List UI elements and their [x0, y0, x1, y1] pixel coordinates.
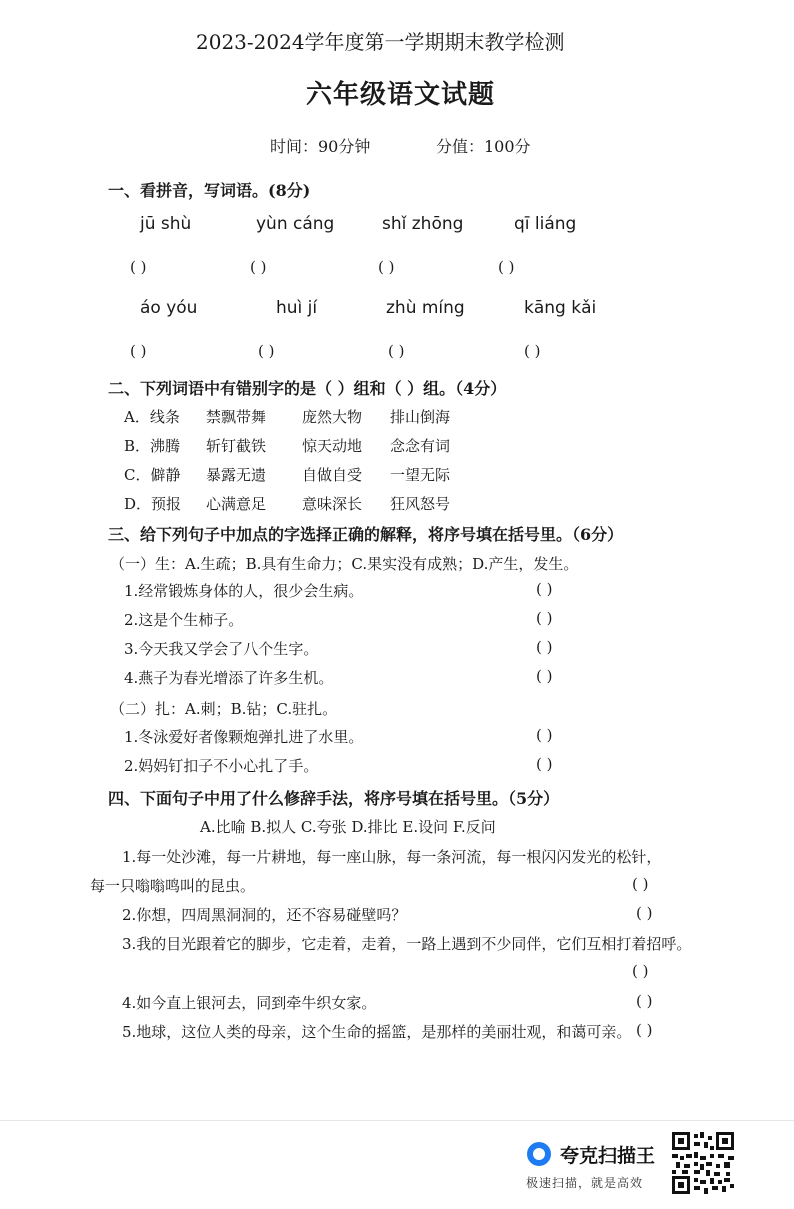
q4-item-1-line1: 1.每一处沙滩，每一片耕地，每一座山脉，每一条河流，每一根闪闪发光的松针， — [122, 848, 662, 866]
q4-bracket-5[interactable]: ( ) — [636, 1021, 653, 1039]
q2-option-a-1: A．线条 — [124, 408, 180, 426]
q2-option-c-2: 暴露无遗 — [206, 466, 267, 484]
q4-item-5: 5.地球，这位人类的母亲，这个生命的摇篮，是那样的美丽壮观，和蔼可亲。 — [122, 1023, 632, 1041]
quark-logo-icon — [527, 1142, 551, 1166]
q3-bracket-5[interactable]: ( ) — [536, 726, 553, 744]
answer-blank-2[interactable]: ( ) — [250, 258, 267, 276]
answer-blank-5[interactable]: ( ) — [130, 342, 147, 360]
q2-option-d-2: 心满意足 — [206, 495, 267, 513]
q3-part1-definition: （一）生：A.生疏；B.具有生命力；C.果实没有成熟；D.产生，发生。 — [110, 555, 579, 573]
q3-heading: 三、给下列句子中加点的字选择正确的解释，将序号填在括号里。（6分） — [108, 525, 624, 544]
footer-divider — [0, 1120, 794, 1121]
q2-option-d-4: 狂风怒号 — [390, 495, 451, 513]
answer-blank-4[interactable]: ( ) — [498, 258, 515, 276]
q3-part2-definition: （二）扎：A.刺；B.钻；C.驻扎。 — [110, 700, 338, 718]
q4-item-3: 3.我的目光跟着它的脚步，它走着，走着，一路上遇到不少同伴，它们互相打着招呼。 — [122, 935, 692, 953]
q2-option-b-4: 念念有词 — [390, 437, 451, 455]
answer-blank-6[interactable]: ( ) — [258, 342, 275, 360]
q3-bracket-4[interactable]: ( ) — [536, 667, 553, 685]
answer-blank-7[interactable]: ( ) — [388, 342, 405, 360]
q4-heading: 四、下面句子中用了什么修辞手法，将序号填在括号里。（5分） — [108, 789, 560, 808]
q2-heading: 二、下列词语中有错别字的是（ ）组和（ ）组。（4分） — [108, 379, 507, 398]
q2-option-b-2: 斩钉截铁 — [206, 437, 267, 455]
exam-title: 六年级语文试题 — [306, 80, 496, 110]
pinyin-4: qī liáng — [514, 214, 577, 234]
q2-option-d-3: 意味深长 — [302, 495, 363, 513]
q4-bracket-2[interactable]: ( ) — [636, 904, 653, 922]
q2-option-a-4: 排山倒海 — [390, 408, 451, 426]
q2-option-b-1: B．沸腾 — [124, 437, 181, 455]
pinyin-3: shǐ zhōng — [382, 214, 464, 234]
q2-option-d-1: D．预报 — [124, 495, 182, 513]
q3-item-6: 2.妈妈钉扣子不小心扎了手。 — [124, 757, 319, 775]
exam-subtitle: 2023-2024学年度第一学期期末教学检测 — [196, 30, 565, 54]
q1-heading: 一、看拼音，写词语。(8分) — [108, 181, 311, 200]
q2-option-b-3: 惊天动地 — [302, 437, 363, 455]
q4-choices: A.比喻 B.拟人 C.夸张 D.排比 E.设问 F.反问 — [200, 818, 496, 836]
q3-item-3: 3.今天我又学会了八个生字。 — [124, 640, 319, 658]
q3-item-5: 1.冬泳爱好者像颗炮弹扎进了水里。 — [124, 728, 364, 746]
pinyin-7: zhù míng — [386, 298, 465, 318]
q4-bracket-1[interactable]: ( ) — [632, 875, 649, 893]
q3-item-1: 1.经常锻炼身体的人，很少会生病。 — [124, 582, 364, 600]
q4-bracket-3[interactable]: ( ) — [632, 962, 649, 980]
q2-option-c-4: 一望无际 — [390, 466, 451, 484]
q2-option-c-3: 自做自受 — [302, 466, 363, 484]
q2-option-c-1: C．僻静 — [124, 466, 181, 484]
q2-option-a-3: 庞然大物 — [302, 408, 363, 426]
pinyin-6: huì jí — [276, 298, 318, 318]
pinyin-8: kāng kǎi — [524, 298, 597, 318]
pinyin-5: áo yóu — [140, 298, 198, 318]
q4-item-2: 2.你想，四周黑洞洞的，还不容易碰壁吗？ — [122, 906, 407, 924]
q3-item-4: 4.燕子为春光增添了许多生机。 — [124, 669, 334, 687]
q3-item-2: 2.这是个生柿子。 — [124, 611, 244, 629]
answer-blank-8[interactable]: ( ) — [524, 342, 541, 360]
brand-name: 夸克扫描王 — [560, 1145, 656, 1167]
qr-code-icon — [672, 1132, 734, 1194]
pinyin-2: yùn cáng — [256, 214, 335, 234]
q3-bracket-6[interactable]: ( ) — [536, 755, 553, 773]
q3-bracket-1[interactable]: ( ) — [536, 580, 553, 598]
exam-time: 时间：90分钟 — [270, 137, 371, 156]
brand-slogan: 极速扫描，就是高效 — [526, 1176, 644, 1190]
q3-bracket-2[interactable]: ( ) — [536, 609, 553, 627]
q4-item-4: 4.如今直上银河去，同到牵牛织女家。 — [122, 994, 377, 1012]
q2-option-a-2: 禁飘带舞 — [206, 408, 267, 426]
q4-item-1-line2: 每一只嗡嗡鸣叫的昆虫。 — [90, 877, 256, 895]
pinyin-1: jū shù — [140, 214, 192, 234]
answer-blank-1[interactable]: ( ) — [130, 258, 147, 276]
q3-bracket-3[interactable]: ( ) — [536, 638, 553, 656]
answer-blank-3[interactable]: ( ) — [378, 258, 395, 276]
exam-score: 分值：100分 — [436, 137, 531, 156]
q4-bracket-4[interactable]: ( ) — [636, 992, 653, 1010]
